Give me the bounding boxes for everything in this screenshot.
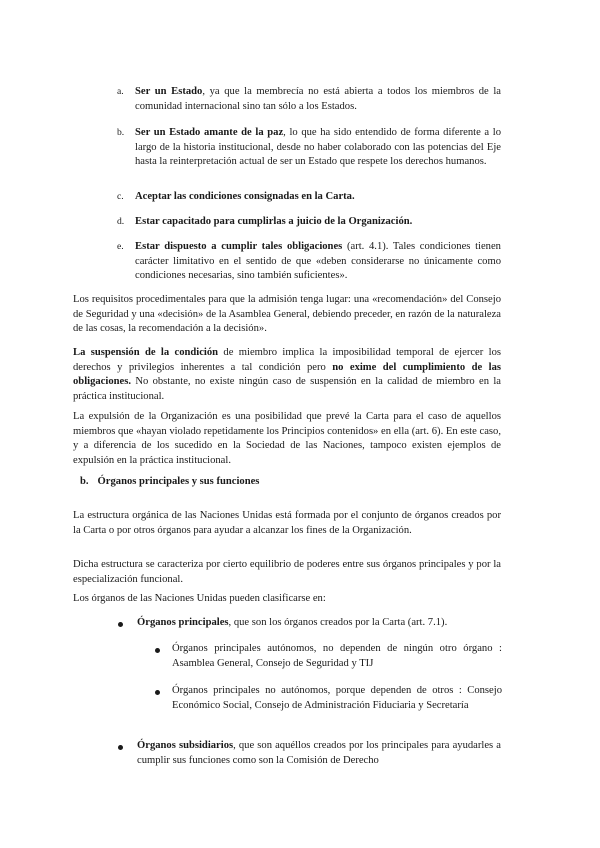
list-marker: a. <box>117 86 124 97</box>
list-item-text: Estar dispuesto a cumplir tales obligaciones (art. 4.1). Tales condiciones tienen carácter limitativo en el sentido de que «deben considerarse no únicamente como condiciones necesarias, sino también suficientes». <box>135 241 501 281</box>
list-item-text: Ser un Estado amante de la paz, lo que ha sido entendido de forma diferente a lo largo de la historia institucional, desde no haber colaborado con las potencias del Eje hasta la reinterpretación actual de ser un Estado que respete los derechos humanos. <box>135 127 502 167</box>
section-heading <box>80 475 500 490</box>
list-item-text: Estar capacitado para cumplirlas a juicio de la Organización. <box>135 216 413 227</box>
bullet-principales: Órganos principales, que son los órganos creados por la Carta (art. 7.1). <box>137 617 448 628</box>
list-marker: d. <box>117 216 125 227</box>
list-item-text: Aceptar las condiciones consignadas en la Carta. <box>135 191 355 202</box>
bullet-subsidiarios: Órganos subsidiarios, que son aquéllos creados por los principales para ayudarles a cumplir sus funciones como son la Comisión de Derecho <box>137 740 501 766</box>
paragraph-expulsion: La expulsión de la Organización es una posibilidad que prevé la Carta para el caso de aquellos miembros que «hayan violado repetidamente los Principios contenidos» en ella (art. 6). En este caso, y a diferencia de los sucedido en la Sociedad de las Naciones, tampoco existen ejemplos de expulsión en la práctica institucional. <box>73 411 501 466</box>
sub-bullet-no-autonomos: Órganos principales no autónomos, porque dependen de otros : Consejo Económico Social, Consejo de Administración Fiduciaria y Secretaría <box>172 685 502 711</box>
sub-bullet-autonomos: Órganos principales autónomos, no dependen de ningún otro órgano : Asamblea General, Consejo de Seguridad y TIJ <box>172 643 502 669</box>
sub-bullet-icon <box>155 690 160 695</box>
paragraph-clasificar: Los órganos de las Naciones Unidas pueden clasificarse en: <box>73 593 326 604</box>
list-marker: e. <box>117 241 124 252</box>
bullet-icon <box>118 745 123 750</box>
section-marker: b. <box>80 476 89 487</box>
list-marker: c. <box>117 191 124 202</box>
paragraph-estructura: La estructura orgánica de las Naciones Unidas está formada por el conjunto de órganos creados por la Carta o por otros órganos para ayudar a alcanzar los fines de la Organización. <box>73 510 501 536</box>
list-item-text: Ser un Estado, ya que la membrecía no está abierta a todos los miembros de la comunidad internacional sino tan sólo a los Estados. <box>135 86 501 112</box>
paragraph-equilibrio: Dicha estructura se caracteriza por cierto equilibrio de poderes entre sus órganos principales y por la especialización funcional. <box>73 559 501 585</box>
section-title: Órganos principales y sus funciones <box>97 476 260 487</box>
paragraph-procedimiento: Los requisitos procedimentales para que la admisión tenga lugar: una «recomendación» del Consejo de Seguridad y una «decisión» de la Asamblea General, debiendo preceder, en razón de la naturaleza de las cosas, la recomendación a la decisión». <box>73 294 501 334</box>
bullet-icon <box>118 622 123 627</box>
list-marker: b. <box>117 127 125 138</box>
paragraph-suspension: La suspensión de la condición de miembro implica la imposibilidad temporal de ejercer los derechos y privilegios inherentes a tal condición pero no exime del cumplimiento de las obligaciones. No obstante, no existe ningún caso de suspensión en la calidad de miembro en la práctica institucional. <box>73 347 501 402</box>
sub-bullet-icon <box>155 648 160 653</box>
